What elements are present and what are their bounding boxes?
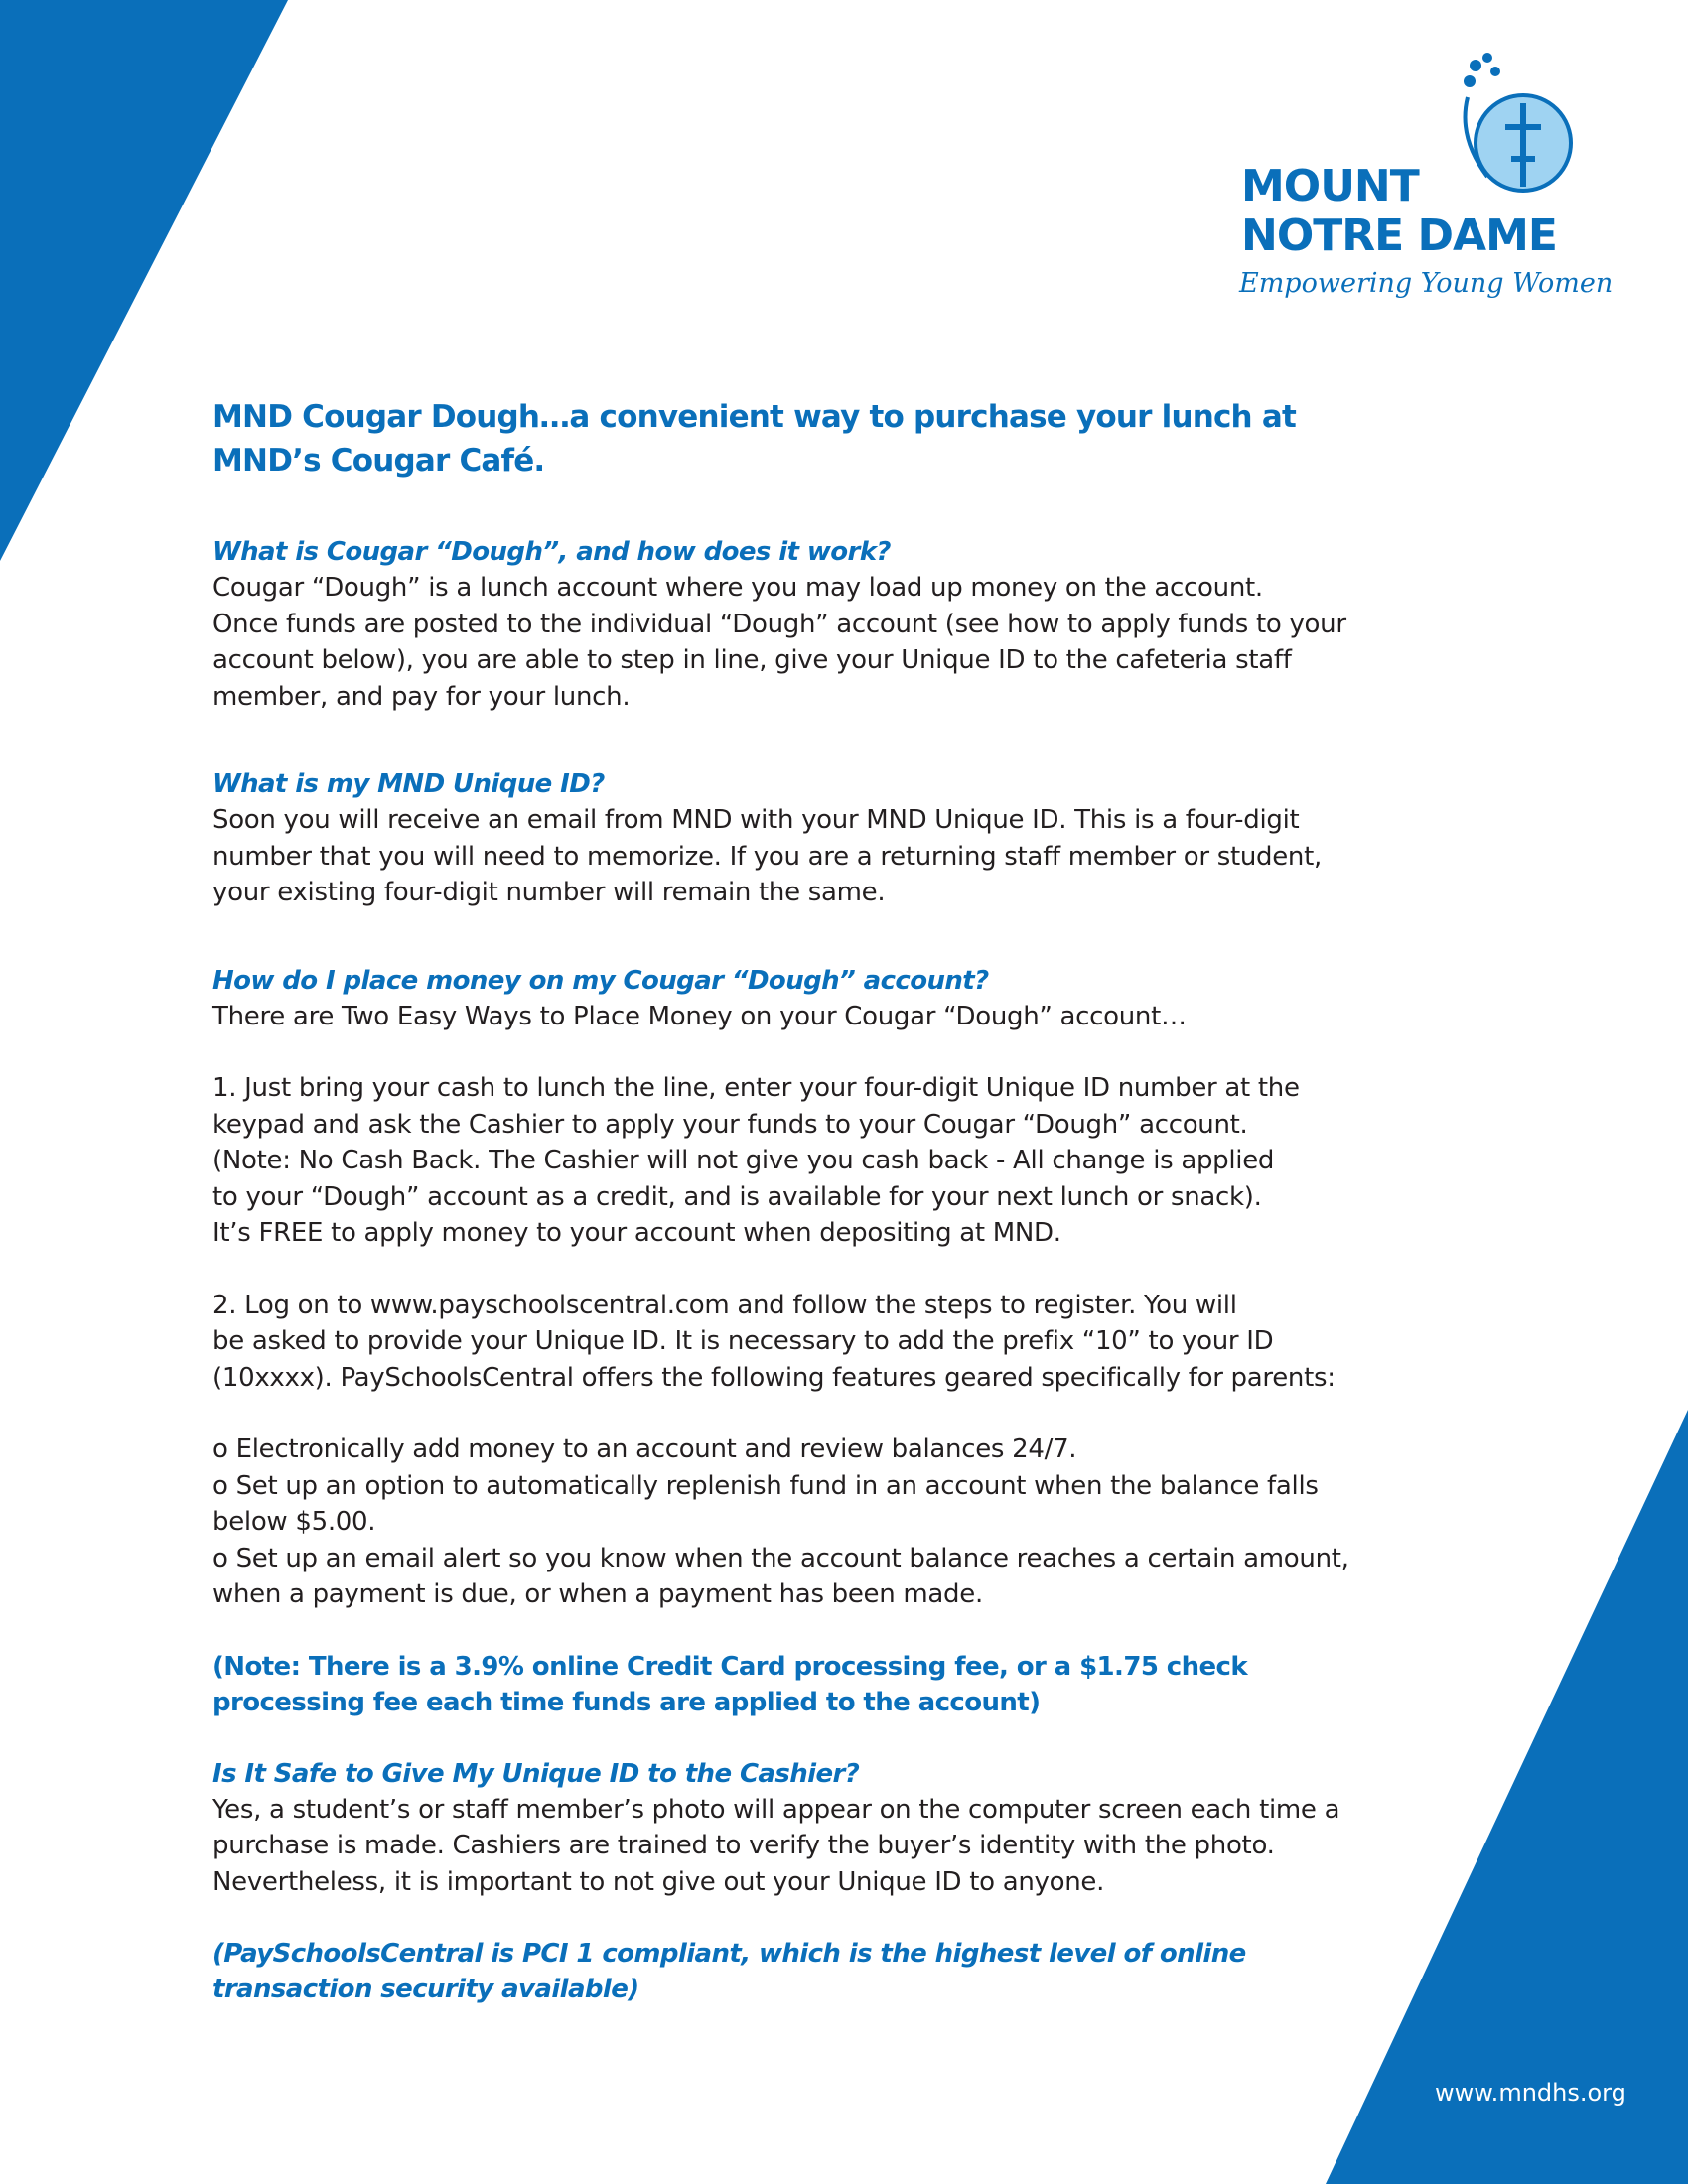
pci-note: (PaySchoolsCentral is PCI 1 compliant, which is the highest level of online transaction security available)	[212, 1939, 1246, 2004]
logo-name-line1: MOUNT	[1241, 161, 1419, 211]
fee-note: (Note: There is a 3.9% online Credit Card processing fee, or a $1.75 check processing fee each time funds are applied to the account)	[212, 1651, 1248, 1717]
cross-emblem-icon	[1448, 48, 1587, 197]
question-place-money: How do I place money on my Cougar “Dough” account?	[212, 965, 989, 996]
option-cash: 1. Just bring your cash to lunch the line, enter your four-digit Unique ID number at the keypad and ask the Cashier to apply your funds to your Cougar “Dough” account. (Note: No Cash Back. The Cashier will not give you cash back - All change is applied to your “Dough” account as a credit, and is available for your next lunch or snack). It’s FREE to apply money to your account when depositing at MND.	[212, 1073, 1300, 1248]
question-unique-id: What is my MND Unique ID?	[212, 769, 605, 799]
footer-url-link[interactable]: www.mndhs.org	[1435, 2079, 1626, 2107]
place-money-intro: There are Two Easy Ways to Place Money on your Cougar “Dough” account…	[212, 1001, 1187, 1031]
answer-unique-id: Soon you will receive an email from MND with your MND Unique ID. This is a four-digit number that you will need to memorize. If you are a returning staff member or student, your existing four-digit number will remain the same.	[212, 805, 1322, 907]
option-online: 2. Log on to www.payschoolscentral.com and follow the steps to register. You will be asked to provide your Unique ID. It is necessary to add the prefix “10” to your ID (10xxxx). PaySchoolsCentral offers the following features geared specifically for parents:	[212, 1290, 1336, 1393]
document-body	[212, 395, 1404, 2007]
logo-tagline: Empowering Young Women	[1239, 268, 1614, 299]
school-logo	[1231, 48, 1614, 306]
answer-is-it-safe: Yes, a student’s or staff member’s photo will appear on the computer screen each time a purchase is made. Cashiers are trained to verify the buyer’s identity with the photo. Nevertheless, it is important to not give out your Unique ID to anyone.	[212, 1794, 1340, 1897]
feature-list: o Electronically add money to an account and review balances 24/7. o Set up an option to automatically replenish fund in an account when the balance falls below $5.00. o Set up an email alert so you know when the account balance reaches a certain amount, when a payment is due, or when a payment has been made.	[212, 1434, 1349, 1609]
question-is-it-safe: Is It Safe to Give My Unique ID to the Cashier?	[212, 1758, 860, 1789]
answer-what-is-cougar-dough: Cougar “Dough” is a lunch account where you may load up money on the account. Once funds are posted to the individual “Dough” account (see how to apply funds to your account below), you are able to step in line, give your Unique ID to the cafeteria staff member, and pay for your lunch.	[212, 573, 1346, 712]
question-what-is-cougar-dough: What is Cougar “Dough”, and how does it work?	[212, 537, 891, 567]
logo-name-line2: NOTRE DAME	[1241, 210, 1557, 261]
page-title: MND Cougar Dough…a convenient way to purchase your lunch at MND’s Cougar Café.	[212, 399, 1296, 478]
